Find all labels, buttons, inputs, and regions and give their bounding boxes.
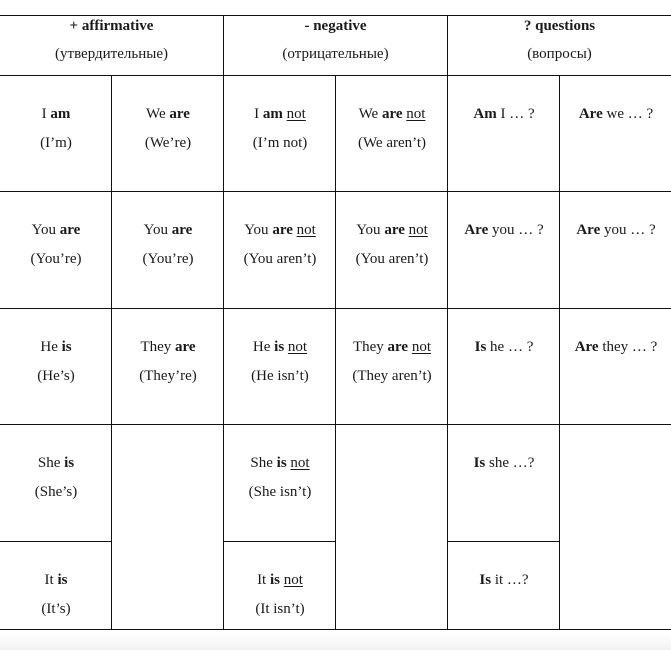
pronoun: We — [358, 106, 379, 122]
verb: is — [61, 339, 72, 355]
negation: not — [290, 455, 310, 471]
negation: not — [411, 339, 432, 355]
verb: are — [175, 339, 196, 355]
pronoun: It — [257, 572, 267, 588]
negation: not — [296, 222, 316, 238]
verb: Are — [464, 222, 489, 238]
verb: are — [171, 222, 193, 238]
verb: are — [384, 222, 405, 238]
header-negative-subtitle: (отрицательные) — [282, 46, 389, 62]
pronoun: It — [44, 572, 54, 588]
verb: is — [57, 572, 68, 588]
question-rest: he … ? — [490, 339, 534, 355]
verb: am — [262, 106, 283, 122]
short-form: (You aren’t) — [243, 251, 317, 267]
short-form: (You aren’t) — [355, 251, 429, 267]
pronoun: He — [252, 339, 271, 355]
pronoun: We — [146, 106, 166, 122]
pronoun: I — [254, 106, 260, 122]
header-negative-title: - negative — [304, 18, 367, 34]
pronoun: You — [143, 222, 169, 238]
verb: Are — [576, 222, 601, 238]
header-negative — [224, 15, 447, 76]
question-rest: we … ? — [606, 106, 654, 122]
pronoun: You — [356, 222, 381, 238]
negation: not — [286, 106, 306, 122]
negation: not — [408, 222, 428, 238]
verb: are — [59, 222, 81, 238]
verb: Is — [473, 455, 486, 471]
pronoun: You — [244, 222, 269, 238]
short-form: (She isn’t) — [248, 484, 312, 500]
row-divider-4a — [0, 541, 112, 542]
verb: is — [276, 455, 287, 471]
verb: are — [272, 222, 293, 238]
question-rest: you … ? — [603, 222, 656, 238]
question-rest: it …? — [494, 572, 529, 588]
pronoun: They — [140, 339, 172, 355]
question-rest: she …? — [489, 455, 535, 471]
row-divider-4c — [447, 541, 560, 542]
verb: Is — [479, 572, 492, 588]
short-form: (I’m) — [40, 135, 72, 151]
header-affirmative-subtitle: (утвердительные) — [55, 46, 168, 62]
question-rest: I … ? — [500, 106, 535, 122]
pronoun: You — [31, 222, 57, 238]
pronoun: He — [40, 339, 58, 355]
verb: are — [169, 106, 190, 122]
short-form: (She’s) — [34, 484, 78, 500]
short-form: (You’re) — [142, 251, 194, 267]
pronoun: She — [250, 455, 273, 471]
short-form: (He isn’t) — [251, 368, 309, 384]
header-questions-subtitle: (вопросы) — [527, 46, 592, 62]
verb: Is — [474, 339, 487, 355]
short-form: (They’re) — [139, 368, 197, 384]
pronoun: She — [37, 455, 61, 471]
short-form: (You’re) — [30, 251, 82, 267]
verb: Are — [574, 339, 599, 355]
pronoun: They — [352, 339, 384, 355]
negation: not — [406, 106, 426, 122]
short-form: (They aren’t) — [352, 368, 432, 384]
question-rest: they … ? — [602, 339, 658, 355]
row-divider-4b — [223, 541, 336, 542]
short-form: (It’s) — [41, 601, 71, 617]
negation: not — [283, 572, 303, 588]
verb: is — [64, 455, 75, 471]
negation: not — [287, 339, 308, 355]
verb: Am — [473, 106, 497, 122]
short-form: (We’re) — [144, 135, 192, 151]
bottom-fade — [0, 632, 671, 650]
short-form: (He’s) — [37, 368, 75, 384]
short-form: (We aren’t) — [357, 135, 427, 151]
header-affirmative — [0, 15, 223, 76]
verb: is — [269, 572, 280, 588]
verb: am — [50, 106, 71, 122]
verb: is — [274, 339, 285, 355]
header-affirmative-title: + affirmative — [69, 18, 154, 34]
verb: are — [381, 106, 403, 122]
question-rest: you … ? — [491, 222, 544, 238]
header-questions-title: ? questions — [523, 18, 596, 34]
verb: Are — [578, 106, 603, 122]
short-form: (I’m not) — [252, 135, 308, 151]
header-questions — [448, 15, 671, 76]
verb: are — [387, 339, 409, 355]
pronoun: I — [41, 106, 47, 122]
short-form: (It isn’t) — [255, 601, 305, 617]
